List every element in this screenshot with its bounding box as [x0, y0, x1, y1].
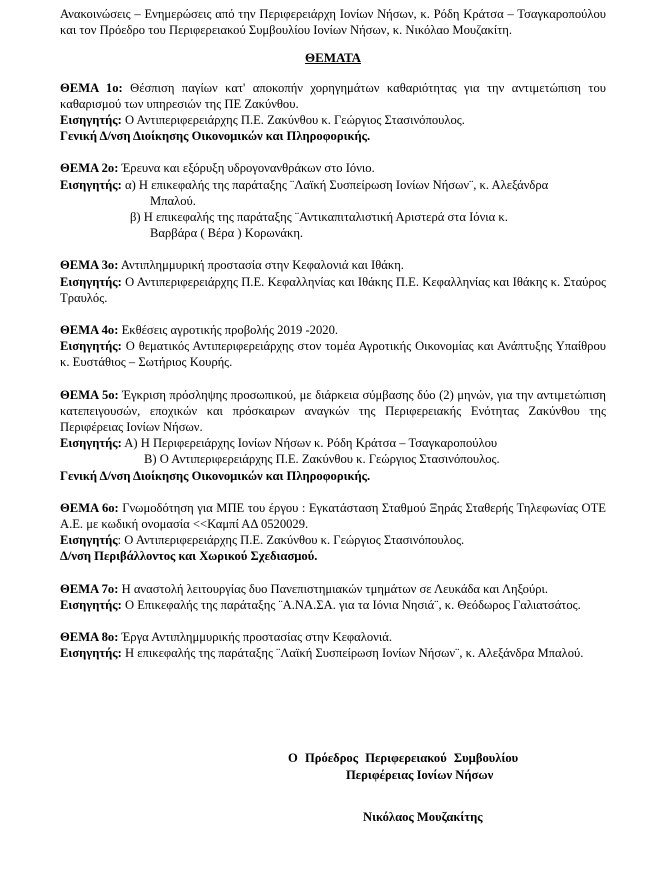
topics-heading: ΘΕΜΑΤΑ — [305, 50, 361, 66]
topic-text: Γνωμοδότηση για ΜΠΕ του έργου : Εγκατάσταση Σταθμού Ξηράς Σταθερής Τηλεφωνίας ΟΤΕ Α.Ε. με κωδική ονομασία <<Καμπί ΑΔ 0520029. — [60, 500, 606, 532]
topic-text: Η αναστολή λειτουργίας δυο Πανεπιστημιακών τμημάτων σε Λευκάδα και Ληξούρι. — [118, 581, 549, 596]
rapporteur-label: Εισηγητής: — [60, 177, 122, 192]
rapporteur-label: Εισηγητής: — [60, 436, 122, 451]
signature-region: Περιφέρειας Ιονίων Νήσων — [346, 768, 494, 782]
topic-7 — [60, 581, 606, 613]
topic-text: Αντιπλημμυρική προστασία στην Κεφαλονιά και Ιθάκη. — [118, 258, 404, 273]
rapporteur-label: Εισηγητής: — [60, 339, 122, 354]
topic-label: ΘΕΜΑ 5ο: — [60, 387, 119, 402]
topic-label: ΘΕΜΑ 1ο: — [60, 80, 123, 95]
rapporteur-text: Ο Αντιπεριφερειάρχης Π.Ε. Κεφαλληνίας και Ιθάκης Π.Ε. Κεφαλληνίας και Ιθάκης κ. Σταύρος Τραυλός. — [60, 274, 606, 305]
department: Γενική Δ/νση Διοίκησης Οικονομικών και Πληροφορικής. — [60, 468, 371, 483]
topic-text: Θέσπιση παγίων κατ' αποκοπήν χορηγημάτων καθαριότητας για την αντιμετώπιση του καθαρισμού των υπηρεσιών της ΠΕ Ζακύνθου. — [60, 80, 607, 111]
signature-block — [60, 750, 606, 826]
rapporteur-option-a-cont: Μπαλού. — [150, 193, 196, 208]
rapporteur-text: Ο Επικεφαλής της παράταξης ¨Α.ΝΑ.ΣΑ. για τα Ιόνια Νησιά¨, κ. Θεόδωρος Γαλιατσάτος. — [121, 597, 581, 612]
topic-5 — [60, 387, 606, 484]
topic-2 — [60, 160, 606, 241]
topic-label: ΘΕΜΑ 2ο: — [60, 161, 119, 176]
topic-label: ΘΕΜΑ 8ο: — [60, 630, 119, 645]
topic-label: ΘΕΜΑ 6ο: — [60, 500, 119, 515]
rapporteur-text: Ο Αντιπεριφερειάρχης Π.Ε. Ζακύνθου κ. Γεώργιος Στασινόπουλος. — [121, 113, 465, 128]
rapporteur-option-a: Α) Η Περιφερειάρχης Ιονίων Νήσων κ. Ρόδη Κράτσα – Τσαγκαροπούλου — [121, 436, 498, 451]
topic-8 — [60, 629, 606, 661]
topic-text: Εκθέσεις αγροτικής προβολής 2019 -2020. — [118, 323, 339, 338]
rapporteur-option-a: α) Η επικεφαλής της παράταξης ¨Λαϊκή Συσπείρωση Ιονίων Νήσων¨, κ. Αλεξάνδρα — [121, 177, 549, 192]
rapporteur-option-b: β) Η επικεφαλής της παράταξης ¨Αντικαπιταλιστική Αριστερά στα Ιόνια κ. — [130, 210, 508, 225]
topic-text: Έργα Αντιπλημμυρικής προστασίας στην Κεφαλονιά. — [118, 630, 392, 645]
topic-6 — [60, 500, 606, 565]
topic-3 — [60, 257, 606, 306]
department: Γενική Δ/νση Διοίκησης Οικονομικών και Πληροφορικής. — [60, 129, 371, 144]
signature-name: Νικόλαος Μουζακίτης — [363, 810, 483, 824]
document-body — [60, 6, 606, 678]
rapporteur-text: Η επικεφαλής της παράταξης ¨Λαϊκή Συσπείρωση Ιονίων Νήσων¨, κ. Αλεξάνδρα Μπαλού. — [121, 646, 584, 661]
rapporteur-label: Εισηγητής: — [60, 274, 122, 289]
rapporteur-option-b: Β) Ο Αντιπεριφερειάρχης Π.Ε. Ζακύνθου κ. Γεώργιος Στασινόπουλος. — [144, 452, 500, 467]
rapporteur-label: Εισηγητής: — [60, 646, 122, 661]
rapporteur-label: Εισηγητής: — [60, 597, 122, 612]
rapporteur-label: Εισηγητής — [60, 533, 118, 548]
topic-label: ΘΕΜΑ 7ο: — [60, 581, 119, 596]
intro-paragraph: Ανακοινώσεις – Ενημερώσεις από την Περιφερειάρχη Ιονίων Νήσων, κ. Ρόδη Κράτσα – Τσαγκαροπούλου και τον Πρόεδρο του Περιφερειακού Συμβουλίου Ιονίων Νήσων, κ. Νικόλαο Μουζακίτη. — [60, 7, 606, 38]
rapporteur-option-b-cont: Βαρβάρα ( Βέρα ) Κορωνάκη. — [150, 226, 304, 241]
topic-text: Έρευνα και εξόρυξη υδρογονανθράκων στο Ιόνιο. — [118, 161, 375, 176]
rapporteur-text: Ο θεματικός Αντιπεριφερειάρχης στον τομέα Αγροτικής Οικονομίας και Ανάπτυξης Υπαίθρου κ. Ευστάθιος – Σωτήριος Κουρής. — [60, 339, 606, 370]
topic-4 — [60, 322, 606, 371]
topic-1 — [60, 80, 606, 145]
rapporteur-label: Εισηγητής: — [60, 113, 122, 128]
topic-label: ΘΕΜΑ 4ο: — [60, 323, 119, 338]
department: Δ/νση Περιβάλλοντος και Χωρικού Σχεδιασμού. — [60, 549, 318, 564]
topic-label: ΘΕΜΑ 3ο: — [60, 258, 119, 273]
rapporteur-text: : Ο Αντιπεριφερειάρχης Π.Ε. Ζακύνθου κ. Γεώργιος Στασινόπουλος. — [117, 533, 465, 548]
topic-text: Έγκριση πρόσληψης προσωπικού, με διάρκεια σύμβασης δύο (2) μηνών, για την αντιμετώπιση κατεπειγουσών, εποχικών και πρόσκαιρων αναγκών της Περιφερειακής Ενότητας Ζακύνθου της Περιφέρειας Ιονίων Νήσων. — [60, 387, 607, 435]
signature-title: Ο Πρόεδρος Περιφερειακού Συμβουλίου — [288, 751, 519, 765]
